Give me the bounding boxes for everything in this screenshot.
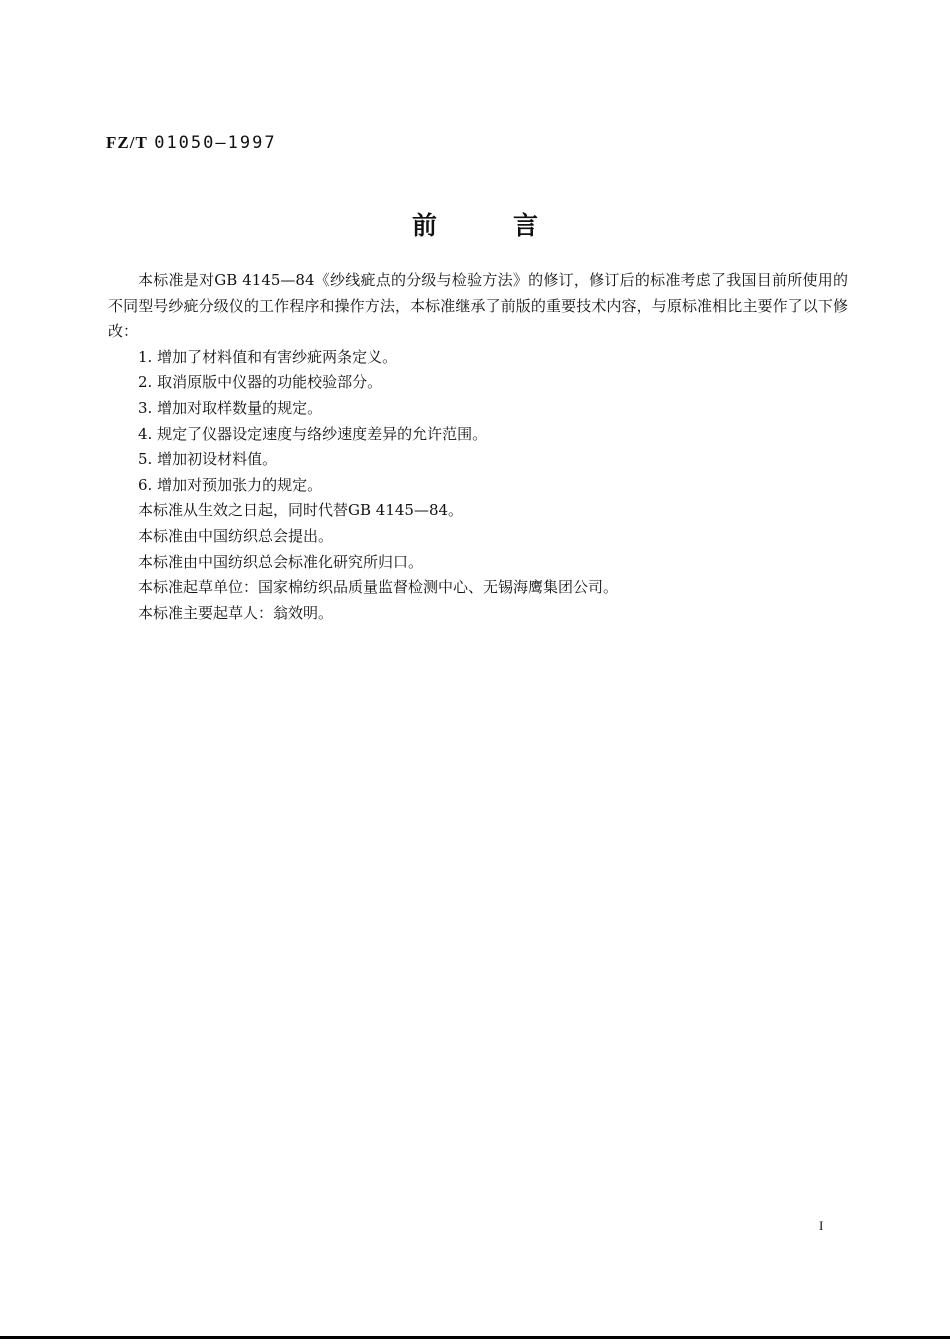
statement-centralized: 本标准由中国纺织总会标准化研究所归口。 <box>138 552 424 571</box>
standard-code <box>106 133 277 153</box>
change-item-1: 1. 增加了材料值和有害纱疵两条定义。 <box>138 347 398 366</box>
title-char-2: 言 <box>513 211 539 240</box>
page-title <box>0 206 950 242</box>
intro-paragraph: 本标准是对GB 4145—84《纱线疵点的分级与检验方法》的修订，修订后的标准考虑了我国目前所使用的不同型号纱疵分级仪的工作程序和操作方法，本标准继承了前版的重要技术内容，与原标准相比主要作了以下修改： <box>108 271 848 341</box>
statement-drafters: 本标准主要起草人：翁效明。 <box>138 603 334 622</box>
standard-number: 01050—1997 <box>154 133 277 153</box>
change-item-5: 5. 增加初设材料值。 <box>138 450 278 469</box>
foreword-body <box>108 268 848 626</box>
title-char-1: 前 <box>411 211 437 240</box>
change-item-4: 4. 规定了仪器设定速度与络纱速度差异的允许范围。 <box>138 424 488 443</box>
bottom-rule <box>0 1336 950 1339</box>
page-number: I <box>819 1218 824 1233</box>
statement-proposed: 本标准由中国纺织总会提出。 <box>138 526 334 545</box>
statement-drafting-units: 本标准起草单位：国家棉纺织品质量监督检测中心、无锡海鹰集团公司。 <box>138 578 619 597</box>
change-item-3: 3. 增加对取样数量的规定。 <box>138 398 323 417</box>
standard-prefix: FZ/T <box>106 133 148 152</box>
statement-effective: 本标准从生效之日起，同时代替GB 4145—84。 <box>138 501 464 520</box>
change-item-6: 6. 增加对预加张力的规定。 <box>138 475 323 494</box>
change-item-2: 2. 取消原版中仪器的功能校验部分。 <box>138 373 383 392</box>
